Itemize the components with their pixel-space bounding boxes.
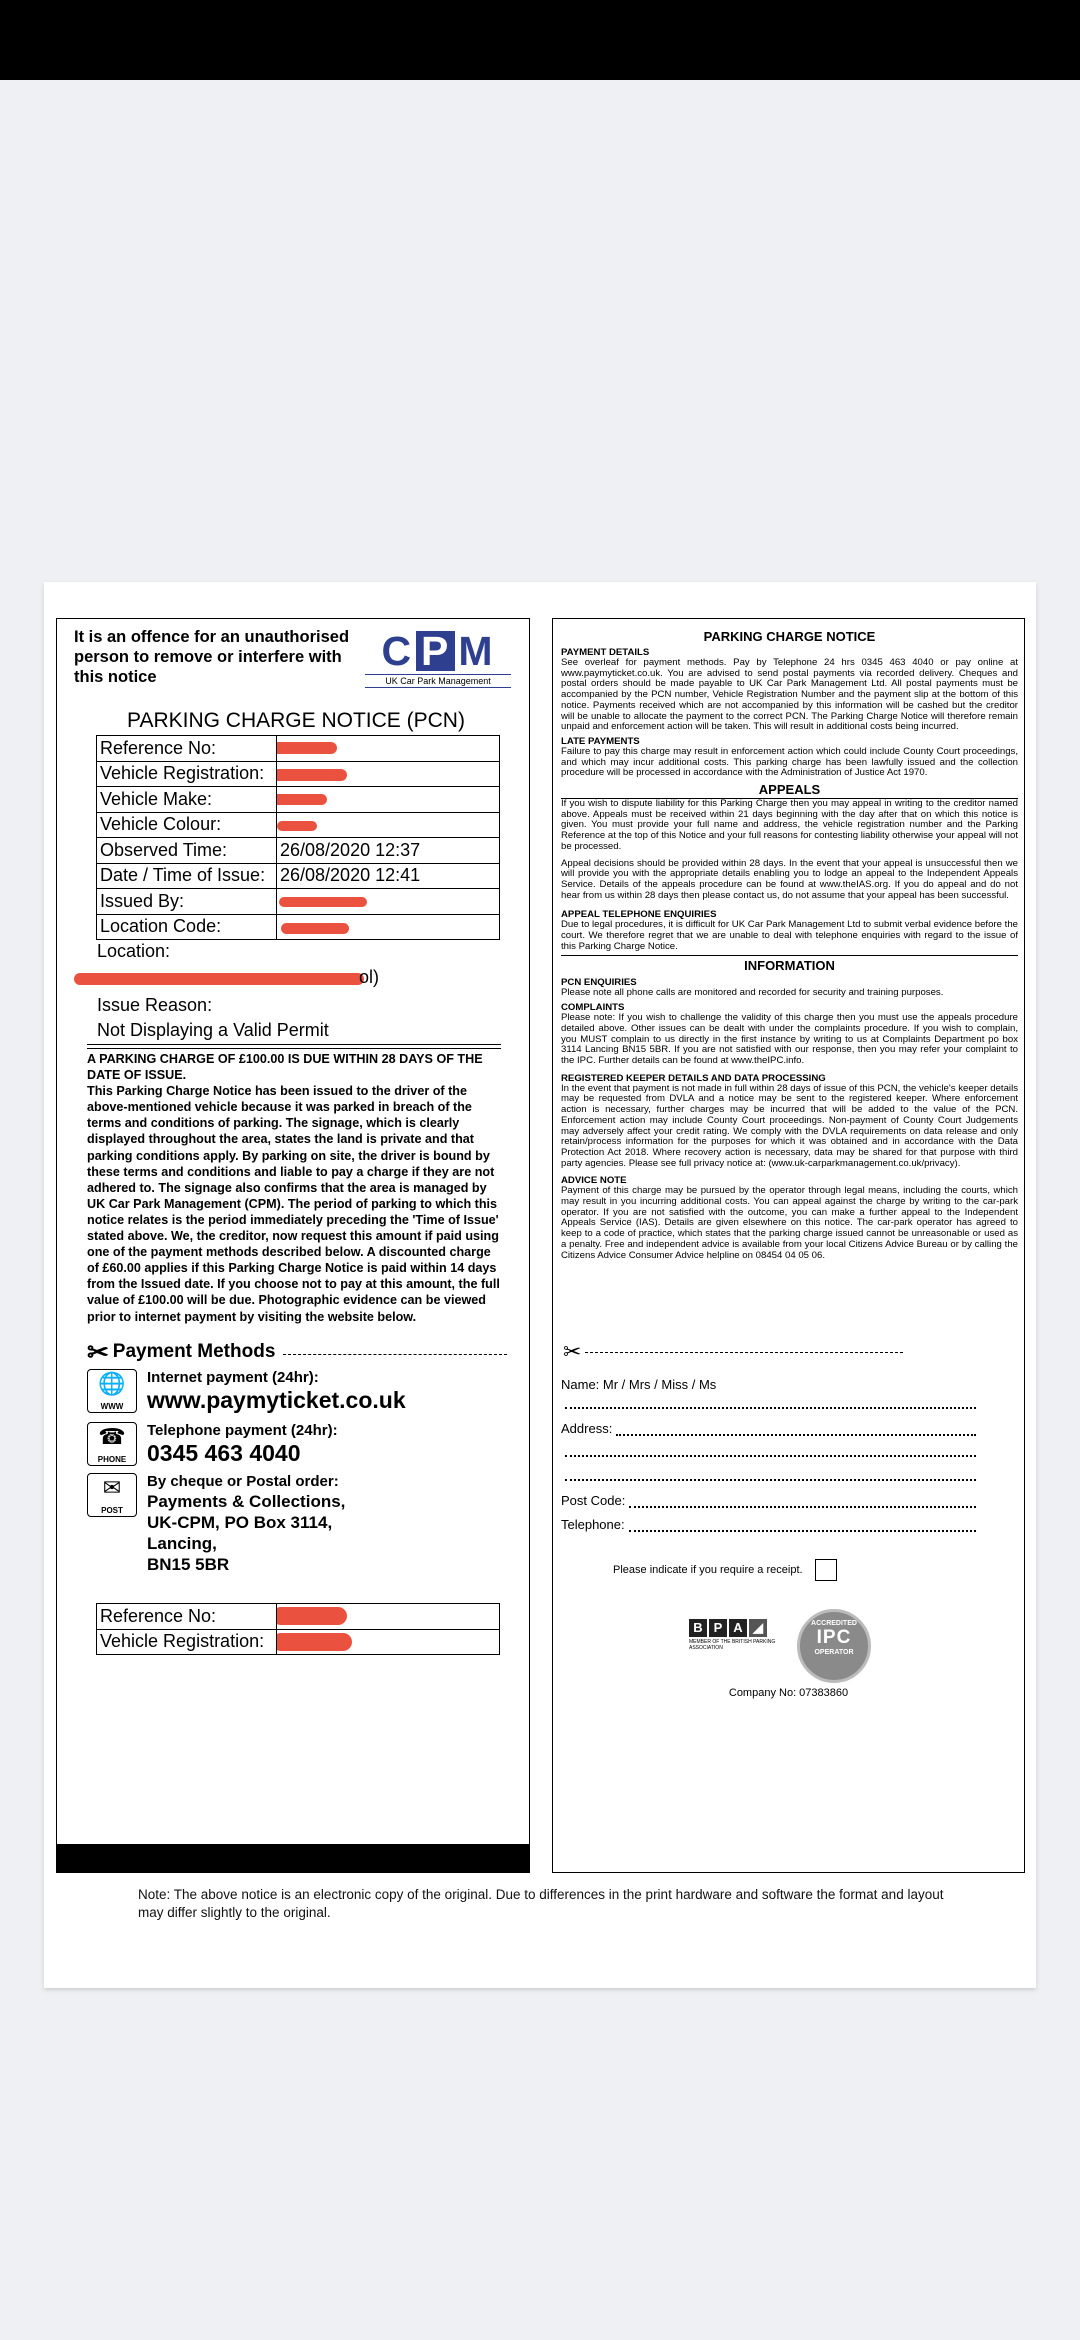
table-row bbox=[97, 863, 500, 889]
make-label: Vehicle Make: bbox=[97, 787, 277, 813]
pcn-enquiries-heading: PCN ENQUIRIES bbox=[561, 977, 637, 989]
payment-phone-number[interactable]: 0345 463 4040 bbox=[147, 1440, 301, 1466]
footer-bar bbox=[57, 1844, 529, 1872]
observed-time-value: 26/08/2020 12:37 bbox=[277, 838, 500, 864]
notice-body-text: This Parking Charge Notice has been issued to the driver of the above-mentioned vehicle because it was parked in breach of the terms and conditions of parking. The signage, which is clearly displayed throughout the area, states the land is private and that parking conditions apply. By parking on site, the driver is bound by these terms and conditions and liable to pay a charge if they are not adhered to. The signage also confirms that the area is managed by UK Car Park Management (CPM). The period of parking to which this notice relates is the period immediately preceding the 'Time of Issue' stated above. We, the creditor, now request this amount if paid using one of the payment methods described below. A discounted charge of £60.00 applies if this Parking Charge Notice is paid within 14 days from the Issued date. If you choose not to pay at this amount, the full value of £100.00 will be due. Photographic evidence can be viewed prior to internet payment by visiting the website below. bbox=[87, 1084, 500, 1324]
issue-time-label: Date / Time of Issue: bbox=[97, 863, 277, 889]
due-heading: A PARKING CHARGE OF £100.00 IS DUE WITHIN 28 DAYS OF THE DATE OF ISSUE. bbox=[87, 1052, 483, 1083]
postal-payment-label: By cheque or Postal order: bbox=[147, 1473, 339, 1490]
table-row bbox=[97, 787, 500, 813]
appeals-heading: APPEALS bbox=[561, 782, 1018, 799]
logo-subtitle: UK Car Park Management bbox=[365, 674, 511, 688]
appeals-text: Appeal decisions should be provided within 28 days. In the event that your appeal is unsuccessful then we will provide you with the appropriate details enabling you to lodge an appeal to the Independent Appeals Service. Details of the appeals procedure can be found at www.theIAS.org. If you do appeal and do not hear from us within 28 days then please contact us, do not assume that your appeal has been successful. bbox=[561, 857, 1018, 901]
appeal-telephone-text: Due to legal procedures, it is difficult for UK Car Park Management Ltd to submit verbal evidence before the court. We therefore regret that we are unable to deal with telephone enquiries with regard to the issue of this Parking Charge Notice. bbox=[561, 919, 1018, 952]
observed-time-label: Observed Time: bbox=[97, 838, 277, 864]
issued-by-value bbox=[277, 889, 500, 915]
postal-address-line: Lancing, bbox=[147, 1534, 217, 1553]
table-row bbox=[97, 812, 500, 838]
pcn-enquiries-text: Please note all phone calls are monitored and recorded for security and training purposes. bbox=[561, 987, 944, 999]
registration-value bbox=[277, 761, 500, 787]
appeal-telephone-heading: APPEAL TELEPHONE ENQUIRIES bbox=[561, 909, 717, 921]
ipc-accredited-badge: ACCREDITED IPC OPERATOR bbox=[797, 1609, 871, 1683]
reverse-title: PARKING CHARGE NOTICE bbox=[703, 629, 876, 644]
complaints-text: Please note: If you wish to challenge the validity of this charge then you must use the appeals procedure detailed above. Other issues can be dealt with under the complaints procedure. If you wish to complain, you MUST complain to us directly in the first instance by writing to us at Complaints Department po box 3114 Lancing BN15 5BR. If you are not satisfied with our response, then you may refer your complaint to the IPC. Further details can be found at www.theIPC.info. bbox=[561, 1012, 1018, 1066]
postal-payment bbox=[87, 1473, 345, 1575]
slip-registration-value bbox=[277, 1629, 500, 1655]
slip-registration-label: Vehicle Registration: bbox=[97, 1629, 277, 1655]
mail-icon: ✉ POST bbox=[87, 1473, 137, 1517]
payment-details-text: See overleaf for payment methods. Pay by Telephone 24 hrs 0345 463 4040 or pay online at www.paymyticket.co.uk. You are advised to send postal payments via recorded delivery. Cheques and postal orders should be made payable to UK Car Park Management Ltd. All postal payments must be accompanied by the PCN number, Vehicle Registration Number and the payment slip at the bottom of this notice. Payments received which are not accompanied by this information will be cashed but the creditor will be unable to allocate the payment to the correct PCN. The Parking Charge Notice will therefore remain unpaid and enforcement action will be taken. This will result in additional costs being incurred. bbox=[561, 657, 1018, 733]
company-number: Company No: 07383860 bbox=[728, 1687, 849, 1699]
telephone-payment-label: Telephone payment (24hr): bbox=[147, 1422, 338, 1439]
reference-label: Reference No: bbox=[97, 736, 277, 762]
slip-reference-value bbox=[277, 1604, 500, 1630]
footer-note: Note: The above notice is an electronic copy of the original. Due to differences in the print hardware and software the format and layout may differ slightly to the original. bbox=[138, 1887, 944, 1920]
slip-reference-label: Reference No: bbox=[97, 1604, 277, 1630]
table-row bbox=[97, 1629, 500, 1655]
payment-details-heading: PAYMENT DETAILS bbox=[561, 647, 650, 658]
notice-front bbox=[56, 618, 530, 1873]
late-payments-text: Failure to pay this charge may result in enforcement action which could include County Court proceedings, and which may incur additional costs. This parking charge has been lawfully issued and the collection procedure will be processed in accordance with the Administration of Justice Act 1970. bbox=[561, 745, 1018, 779]
keeper-text: In the event that payment is not made in full within 28 days of issue of this PCN, the vehicle's keeper details may be requested from DVLA and a notice may be sent to the registered keeper. Where enforcement action is necessary, further charges may be incurred that will be added to the value of the PCN. Enforcement action may include County Court proceedings. Non-payment of County Court Judgements may adversely affect your credit rating. We comply with the DVLA requirements on data release and only retain/process information for the purposes for which it was obtained and in accordance with the Data Protection Act 2018. Where recovery action is necessary, data may be shared for that purpose with third party agencies. Please see full privacy notice at: (www.uk-carparkmanagement.co.uk/privacy). bbox=[561, 1082, 1018, 1169]
notice-body bbox=[87, 1051, 503, 1325]
postal-address-line: UK-CPM, PO Box 3114, bbox=[147, 1513, 333, 1532]
payment-methods-heading: ✂ Payment Methods bbox=[87, 1339, 507, 1365]
postcode-field[interactable]: Post Code: bbox=[561, 1493, 976, 1508]
table-row bbox=[97, 914, 500, 940]
scissors-icon: ✂ bbox=[87, 1336, 109, 1367]
issue-reason-value: Not Displaying a Valid Permit bbox=[97, 1020, 329, 1040]
colour-value bbox=[277, 812, 500, 838]
table-row bbox=[97, 838, 500, 864]
address-line[interactable] bbox=[561, 1445, 976, 1457]
address-line[interactable] bbox=[561, 1469, 976, 1481]
table-row bbox=[97, 889, 500, 915]
cut-line bbox=[563, 1339, 903, 1365]
bpa-logo: B P A ◢ MEMBER OF THE BRITISH PARKING ASSOCIATION bbox=[689, 1620, 776, 1651]
make-value bbox=[277, 787, 500, 813]
internet-payment-label: Internet payment (24hr): bbox=[147, 1369, 319, 1386]
location-code-label: Location Code: bbox=[97, 914, 277, 940]
document-page bbox=[44, 582, 1036, 1988]
reference-value bbox=[277, 736, 500, 762]
issued-by-label: Issued By: bbox=[97, 889, 277, 915]
colour-label: Vehicle Colour: bbox=[97, 812, 277, 838]
table-row bbox=[97, 736, 500, 762]
pcn-title: PARKING CHARGE NOTICE (PCN) bbox=[127, 709, 465, 732]
divider bbox=[87, 1044, 501, 1045]
location-code-value bbox=[277, 914, 500, 940]
issue-reason-label: Issue Reason: bbox=[97, 995, 213, 1015]
internet-payment bbox=[87, 1369, 406, 1413]
address-field[interactable]: Address: bbox=[561, 1421, 976, 1436]
complaints-heading: COMPLAINTS bbox=[561, 1002, 625, 1014]
table-row bbox=[97, 761, 500, 787]
payment-website-link[interactable]: www.paymyticket.co.uk bbox=[147, 1387, 406, 1413]
offence-warning: It is an offence for an unauthorised person to remove or interfere with this notice bbox=[74, 628, 350, 686]
scissors-icon: ✂ bbox=[563, 1339, 582, 1364]
location-label: Location: bbox=[97, 941, 171, 961]
receipt-request: Please indicate if you require a receipt. bbox=[613, 1559, 837, 1581]
location-value: ol) bbox=[74, 967, 384, 989]
issue-time-value: 26/08/2020 12:41 bbox=[277, 863, 500, 889]
globe-icon: 🌐 WWW bbox=[87, 1369, 137, 1413]
advice-heading: ADVICE NOTE bbox=[561, 1175, 627, 1187]
payment-slip-table bbox=[96, 1603, 500, 1655]
status-bar bbox=[0, 0, 1080, 80]
cpm-logo: C P M UK Car Park Management bbox=[365, 631, 511, 688]
advice-text: Payment of this charge may be pursued by the operator through legal means, including the courts, which may result in you incurring additional costs. You can appeal against the charge by writing to the car-park operator. If you are not satisfied with the outcome, you can make a further appeal to the Independent Appeals Service (IAS). Details are given elsewhere on this notice. The car-park operator has agreed to keep to a code of practice, which states that the parking charge issued cannot be unreasonable or used as a penalty. Free and independent advice is available from your local Citizens Advice Bureau or by calling the Citizens Advice Consumer Advice helpline on 08454 04 05 06. bbox=[561, 1185, 1018, 1261]
reverse-content bbox=[561, 629, 1018, 1261]
postal-address-line: Payments & Collections, bbox=[147, 1492, 346, 1511]
appeals-text: If you wish to dispute liability for this Parking Charge then you may appeal in writing to the creditor named above. Appeals must be received within 21 days beginning with the day after that on which this notice is given. You must provide your full name and address, the vehicle registration number and the Parking Reference at the top of this Notice and your full reasons for contesting liability otherwise your appeal will not be processed. bbox=[561, 798, 1019, 852]
telephone-field[interactable]: Telephone: bbox=[561, 1517, 976, 1532]
pcn-details-table bbox=[96, 735, 500, 940]
phone-icon: ☎ PHONE bbox=[87, 1422, 137, 1466]
registration-label: Vehicle Registration: bbox=[97, 761, 277, 787]
postal-address-line: BN15 5BR bbox=[147, 1555, 230, 1574]
late-payments-heading: LATE PAYMENTS bbox=[561, 735, 640, 747]
information-heading: INFORMATION bbox=[561, 955, 1018, 974]
notice-reverse bbox=[552, 618, 1025, 1873]
name-field: Name: Mr / Mrs / Miss / Ms bbox=[561, 1377, 717, 1392]
divider bbox=[87, 1048, 501, 1049]
telephone-payment bbox=[87, 1422, 338, 1466]
table-row bbox=[97, 1604, 500, 1630]
receipt-checkbox[interactable] bbox=[815, 1559, 837, 1581]
keeper-heading: REGISTERED KEEPER DETAILS AND DATA PROCESSING bbox=[561, 1072, 826, 1084]
name-line[interactable] bbox=[561, 1397, 976, 1409]
